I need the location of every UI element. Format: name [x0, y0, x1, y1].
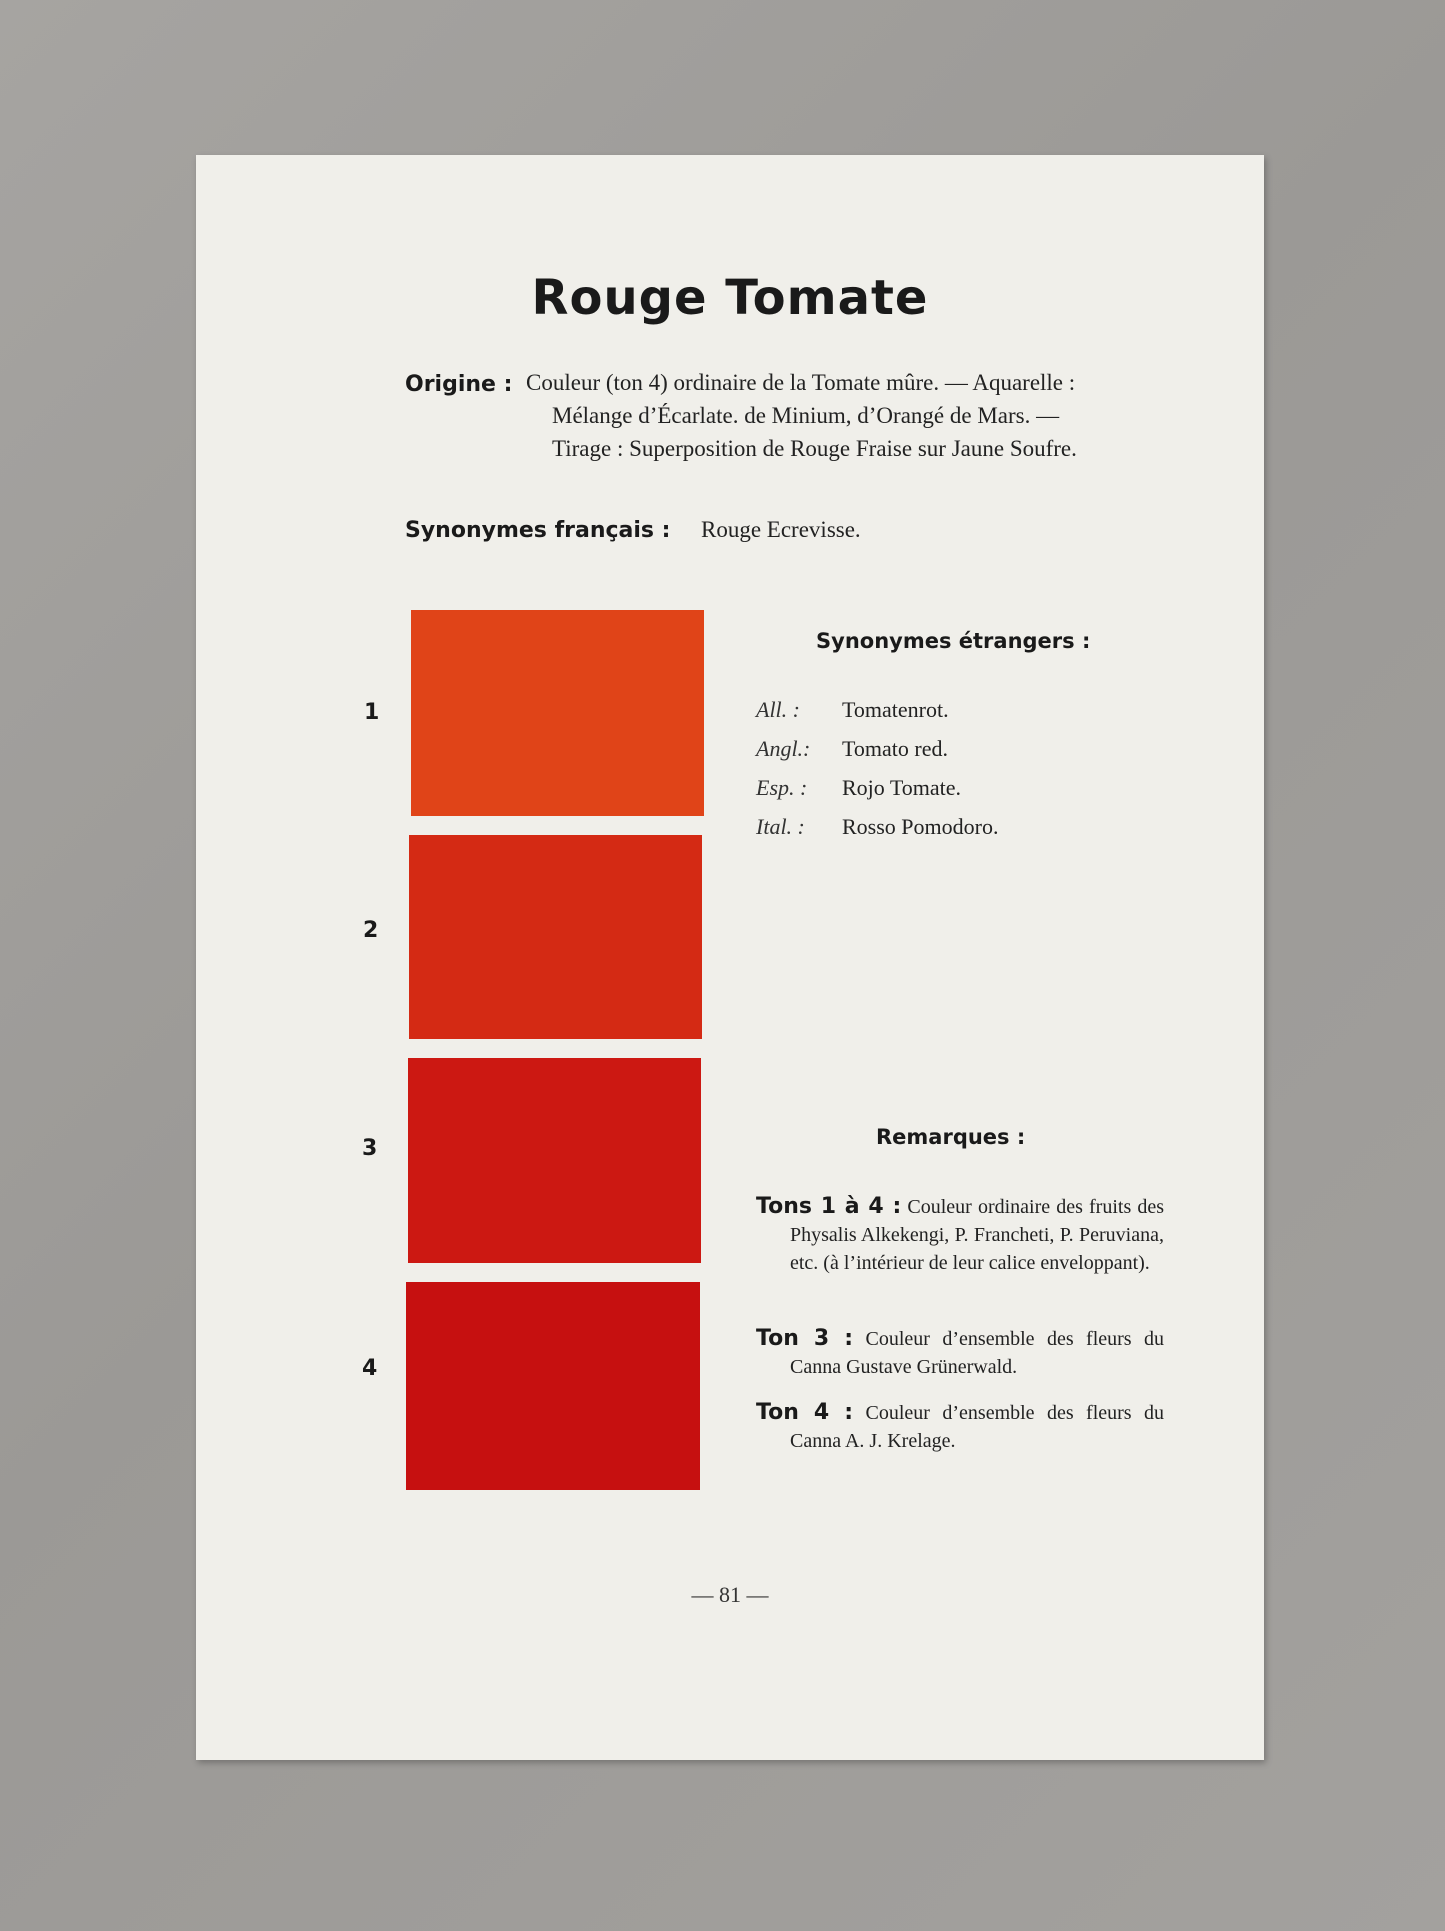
synonym-row-ital: [756, 814, 998, 840]
synonym-row-esp: [756, 775, 961, 801]
printed-page: [196, 155, 1264, 1760]
remarque-text: Couleur d’ensemble des fleurs du Canna A. J. Krelage.: [790, 1402, 1164, 1452]
language-abbr: All. :: [756, 697, 800, 722]
origine-line-3: Tirage : Superposition de Rouge Fraise sur Jaune Soufre.: [552, 436, 1077, 461]
remarque-label: Tons 1 à 4 :: [756, 1194, 902, 1219]
color-swatch-4: [406, 1282, 700, 1490]
origine-line-2: Mélange d’Écarlate. de Minium, d’Orangé de Mars. —: [552, 403, 1060, 428]
synonymes-francais-label: Synonymes français :: [405, 518, 671, 543]
synonym-row-angl: [756, 736, 948, 762]
remarque-item-1: [756, 1193, 1164, 1277]
remarque-text: Couleur d’ensemble des fleurs du Canna Gustave Grünerwald.: [790, 1328, 1164, 1378]
remarque-text: Couleur ordinaire des fruits des Physalis Alkekengi, P. Francheti, P. Peruviana, etc. (à l’intérieur de leur calice enveloppant).: [790, 1196, 1164, 1274]
swatch-number-3: 3: [362, 1136, 378, 1161]
synonym-value: Rojo Tomate.: [842, 775, 962, 800]
synonym-value: Rosso Pomodoro.: [842, 814, 999, 839]
color-swatch-1: [411, 610, 704, 816]
remarque-item-2: [756, 1325, 1164, 1381]
color-swatch-2: [409, 835, 702, 1039]
remarque-item-3: [756, 1399, 1164, 1455]
page-number: — 81 —: [691, 1582, 769, 1607]
synonymes-francais-value: Rouge Ecrevisse.: [701, 517, 861, 542]
origine-line-1: Couleur (ton 4) ordinaire de la Tomate mûre. — Aquarelle :: [526, 370, 1076, 395]
swatch-number-1: 1: [364, 700, 380, 725]
synonym-value: Tomatenrot.: [842, 697, 949, 722]
origine-label: Origine :: [405, 372, 513, 397]
synonymes-etrangers-heading: Synonymes étrangers :: [816, 629, 1091, 653]
language-abbr: Angl.:: [756, 736, 811, 761]
remarque-label: Ton 4 :: [756, 1400, 854, 1425]
synonym-row-all: [756, 697, 949, 723]
language-abbr: Esp. :: [756, 775, 808, 800]
remarque-label: Ton 3 :: [756, 1326, 854, 1351]
page-title: Rouge Tomate: [531, 270, 929, 326]
color-swatch-3: [408, 1058, 701, 1263]
synonym-value: Tomato red.: [842, 736, 948, 761]
swatch-number-2: 2: [363, 918, 379, 943]
swatch-number-4: 4: [362, 1356, 378, 1381]
remarques-heading: Remarques :: [876, 1125, 1026, 1149]
language-abbr: Ital. :: [756, 814, 805, 839]
